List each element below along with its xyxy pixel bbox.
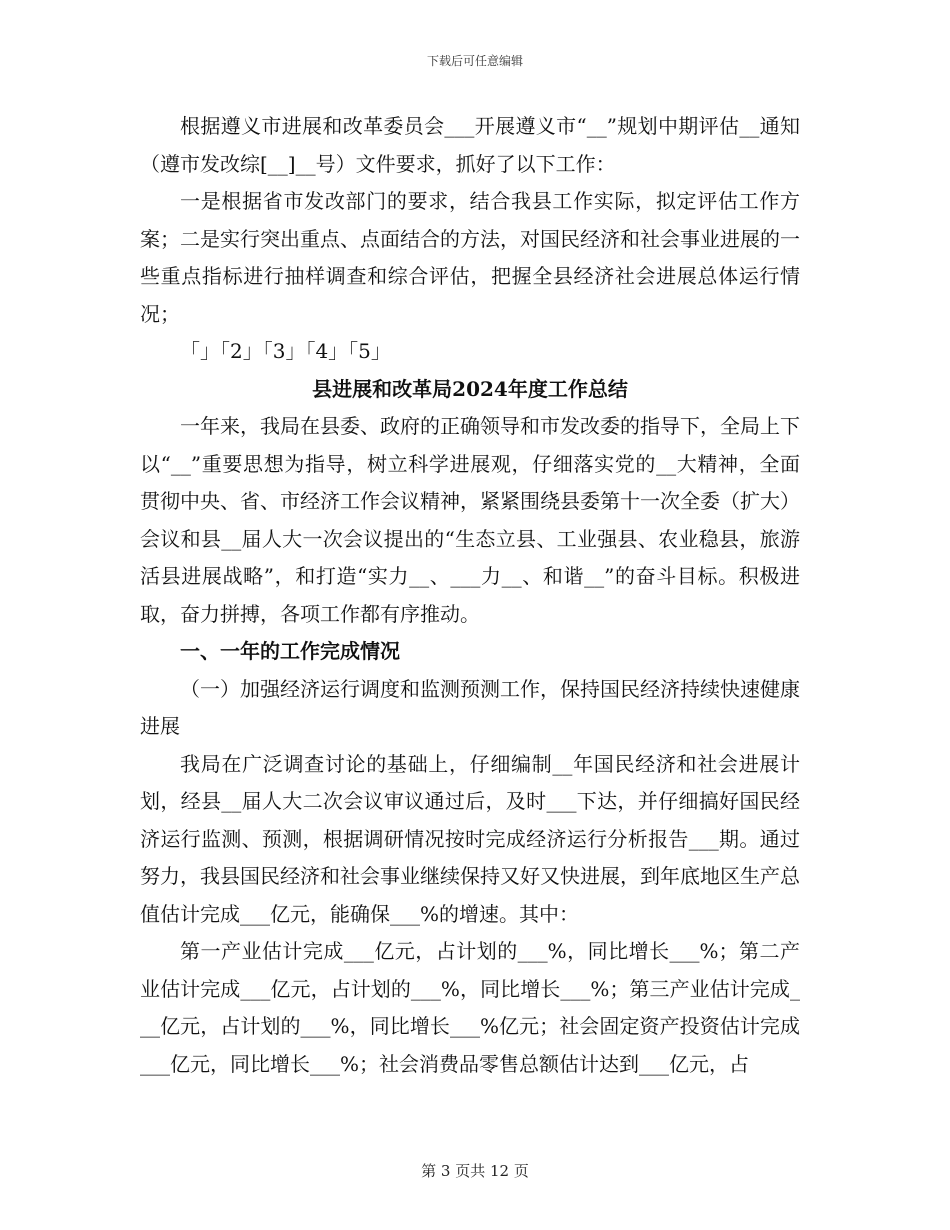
section-heading-1: 一、一年的工作完成情况 [180, 639, 400, 663]
paragraph-overview: 一年来，我局在县委、政府的正确领导和市发改委的指导下，全局上下以“__”重要思想为指导，树立科学进展观，仔细落实党的__大精神，全面贯彻中央、省、市经济工作会议精神，紧紧围绕县委第十一次全委（扩大）会议和县__届人大一次会议提出的“生态立县、工业强县、农业稳县，旅游活县进展战略”，和打造“实力__、___力__、和谐__”的奋斗目标。积极进取，奋力拼搏，各项工作都有序推动。 [140, 414, 800, 626]
document-body [140, 108, 800, 1083]
page-footer-number: 第 3 页共 12 页 [421, 1162, 529, 1180]
paragraph-work-items: 一是根据省市发改部门的要求，结合我县工作实际，拟定评估工作方案；二是实行突出重点、点面结合的方法，对国民经济和社会事业进展的一些重点指标进行抽样调查和综合评估，把握全县经济社会进展总体运行情况； [140, 189, 800, 326]
paragraph-industry-stats: 第一产业估计完成___亿元，占计划的___%，同比增长___%；第二产业估计完成___亿元，占计划的___%，同比增长___%；第三产业估计完成___亿元，占计划的___%，同比增长___%亿元；社会固定资产投资估计完成___亿元，同比增长___%；社会消费品零售总额估计达到___亿元，占 [140, 939, 800, 1076]
paragraph-economic-plan: 我局在广泛调查讨论的基础上，仔细编制__年国民经济和社会进展计划，经县__届人大二次会议审议通过后，及时___下达，并仔细搞好国民经济运行监测、预测，根据调研情况按时完成经济运行分析报告___期。通过努力，我县国民经济和社会事业继续保持又好又快进展，到年底地区生产总值估计完成___亿元，能确保___%的增速。其中： [140, 751, 800, 926]
document-title: 县进展和改革局2024年度工作总结 [312, 376, 628, 401]
paragraph-intro: 根据遵义市进展和改革委员会___开展遵义市“__”规划中期评估__通知（遵市发改综[__]__号）文件要求，抓好了以下工作： [140, 114, 800, 176]
page-header-note: 下载后可任意编辑 [426, 54, 523, 68]
paragraph-brackets: 「」「2」「3」「4」「5」 [180, 339, 391, 363]
subsection-heading-1: （一）加强经济运行调度和监测预测工作，保持国民经济持续快速健康进展 [140, 676, 800, 738]
